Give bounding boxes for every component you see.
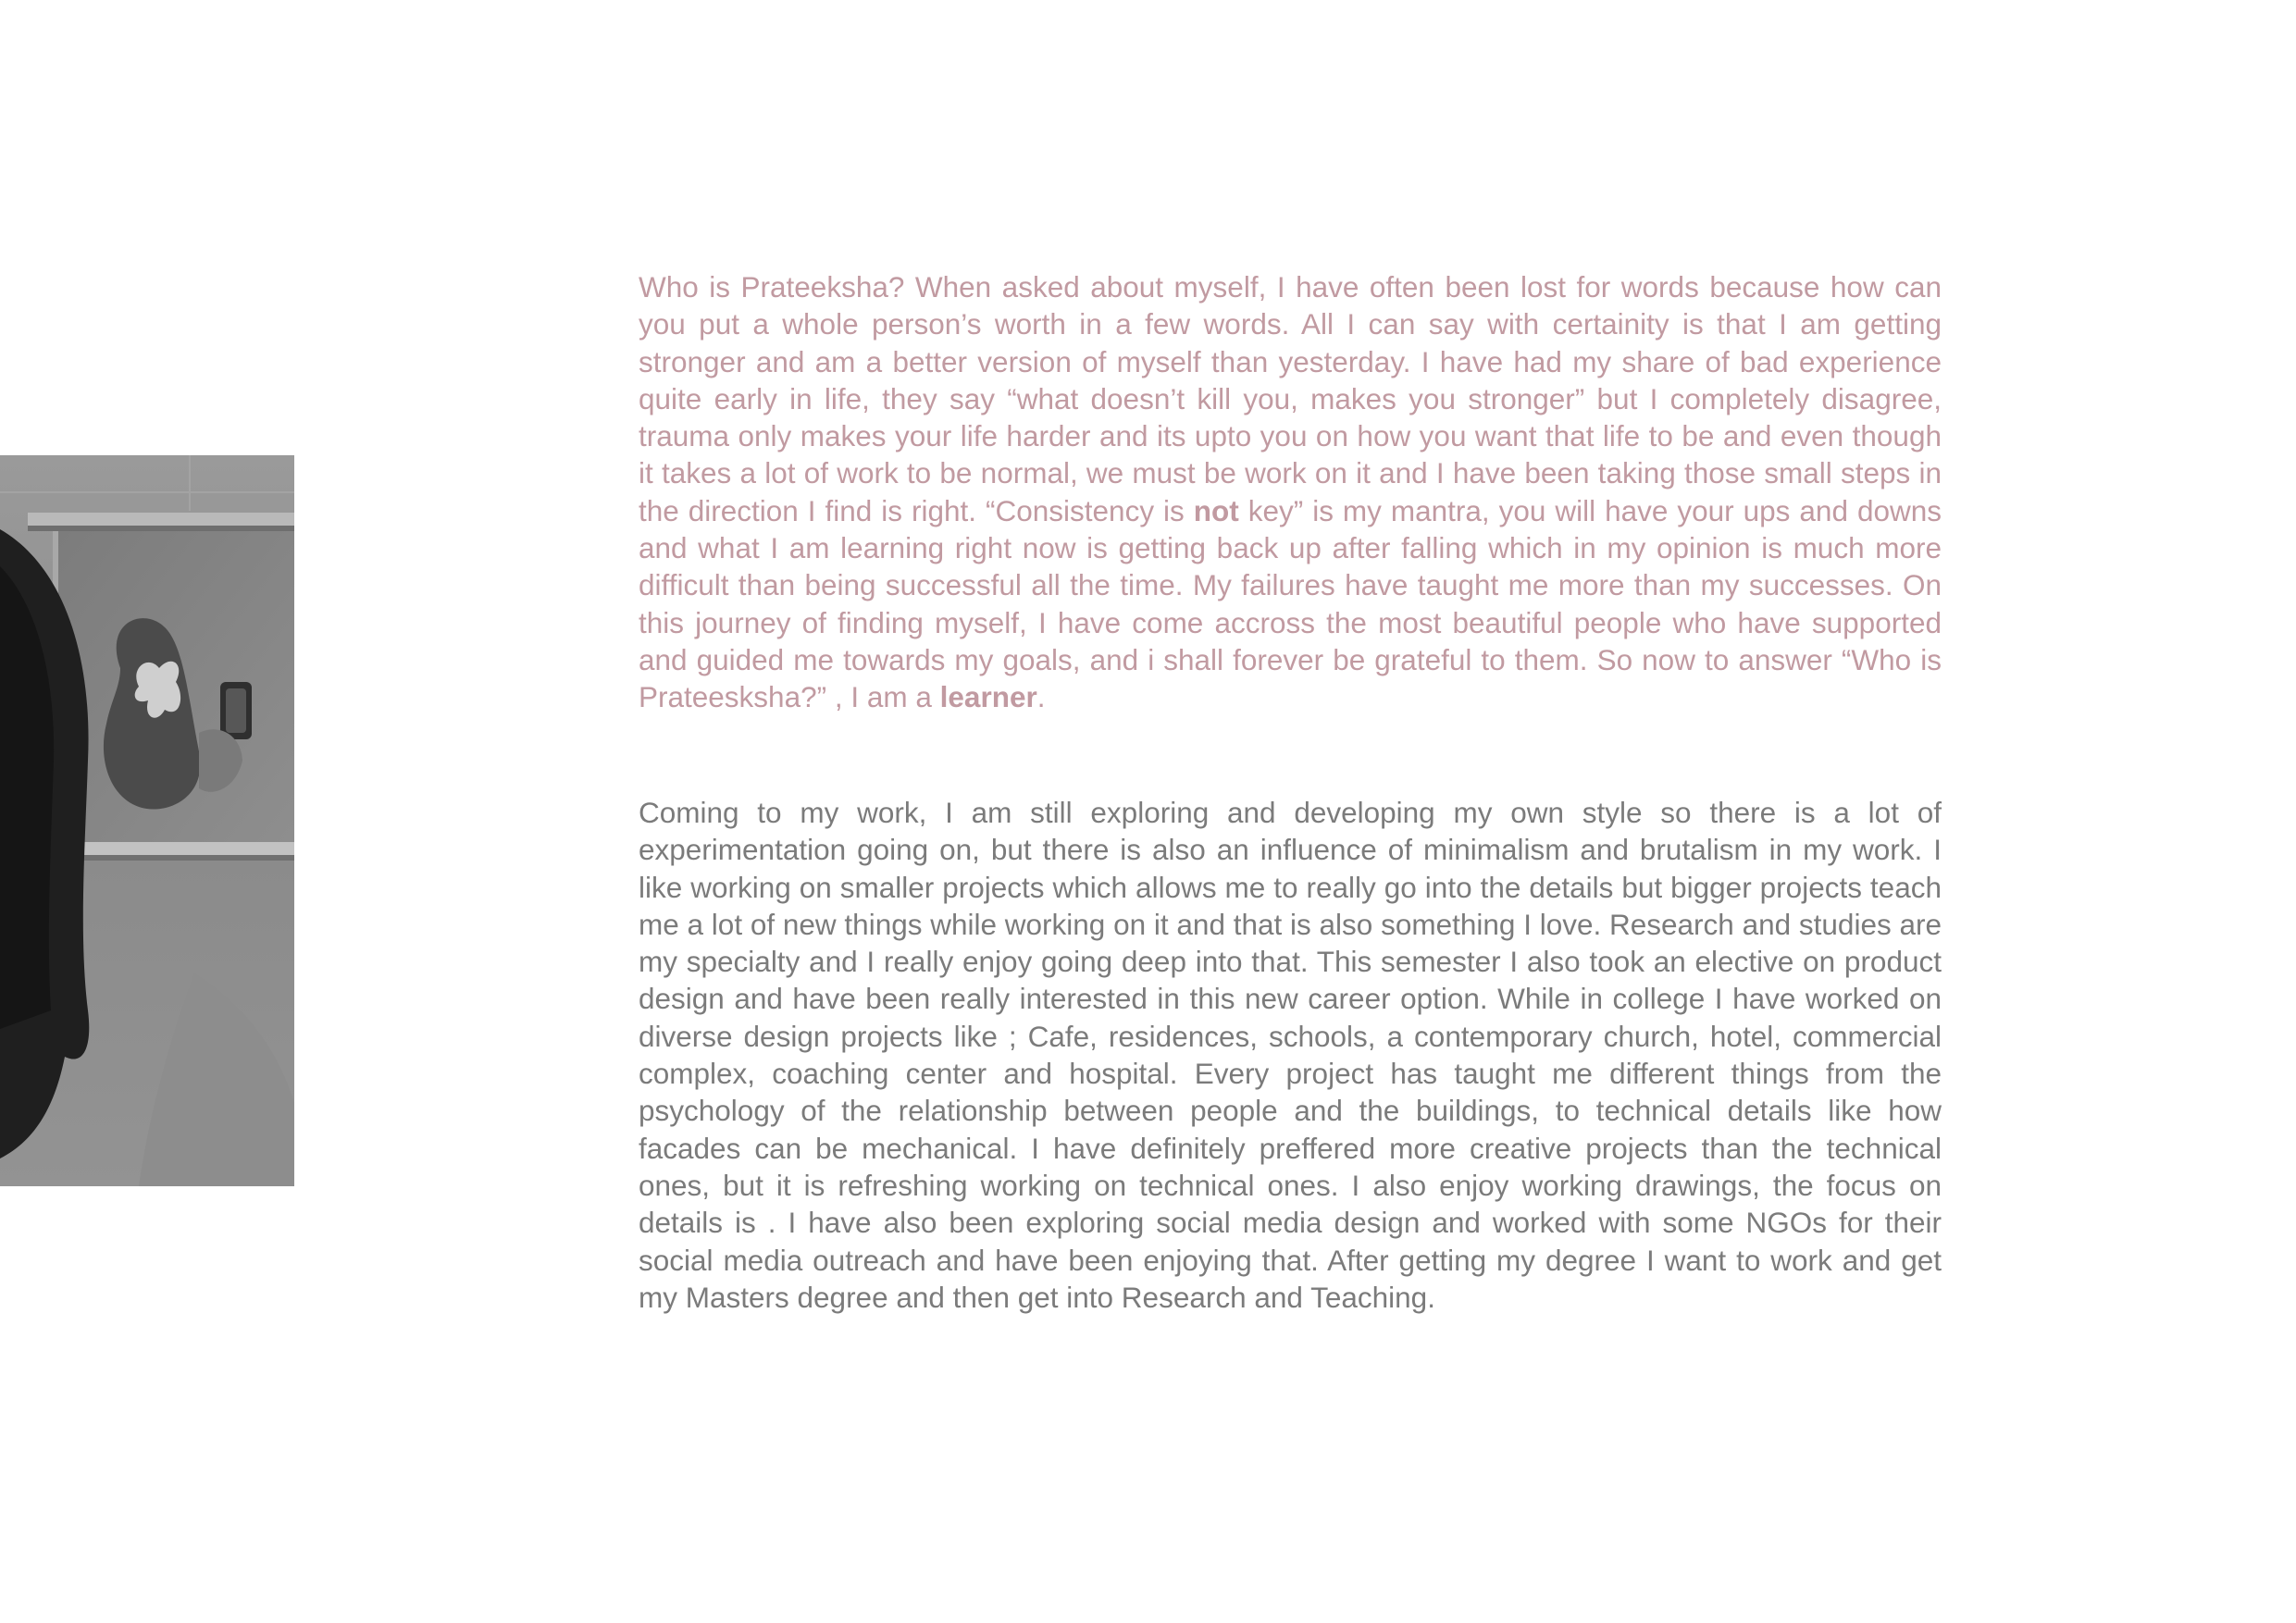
work-paragraph — [639, 794, 1942, 1316]
intro-text-part1: Who is Prateeksha? When asked about myself, I have often been lost for words because how can you put a whole person’s worth in a few words. All I can say with certainity is that I am getting stronger and am a better version of myself than yesterday. I have had my share of bad experience quite early in life, they say “what doesn’t kill you, makes you stronger” but I completely disagree, trauma only makes your life harder and its upto you on how you want that life to be and even though it takes a lot of work to be normal, we must be work on it and I have been taking those small steps in the direction I find is right. “Consistency is — [639, 270, 1942, 527]
portrait-photo — [0, 455, 294, 1186]
intro-emphasis-learner: learner — [939, 680, 1037, 714]
work-text: Coming to my work, I am still exploring and developing my own style so there is a lot of experimentation going on, but there is also an influence of minimalism and brutalism in my work. I like working on smaller projects which allows me to really go into the details but bigger projects teach me a lot of new things while working on it and that is also something I love. Research and studies are my specialty and I really enjoy going deep into that. This semester I also took an elective on product design and have been really interested in this new career option. While in college I have worked on diverse design projects like ; Cafe, residences, schools, a contemporary church, hotel, commercial complex, coaching center and hospital. Every project has taught me different things from the psychology of the relationship between people and the buildings, to technical details like how facades can be mechanical. I have definitely preffered more creative projects than the technical ones, but it is refreshing working on technical ones. I also enjoy working drawings, the focus on details is . I have also been exploring social media design and worked with some NGOs for their social media outreach and have been enjoying that. After getting my degree I want to work and get my Masters degree and then get into Research and Teaching. — [639, 796, 1942, 1314]
intro-text-part2: key” is my mantra, you will have your ups and downs and what I am learning right now is getting back up after falling which in my opinion is much more difficult than being successful all the time. My failures have taught me more than my successes. On this journey of finding myself, I have come accross the most beautiful people who have supported and guided me towards my goals, and i shall forever be grateful to them. So now to answer “Who is Prateesksha?” , I am a — [639, 493, 1942, 714]
intro-text — [639, 268, 1942, 716]
intro-paragraph — [639, 268, 1942, 716]
intro-emphasis-not: not — [1193, 493, 1239, 527]
intro-text-part3: . — [1036, 680, 1046, 714]
